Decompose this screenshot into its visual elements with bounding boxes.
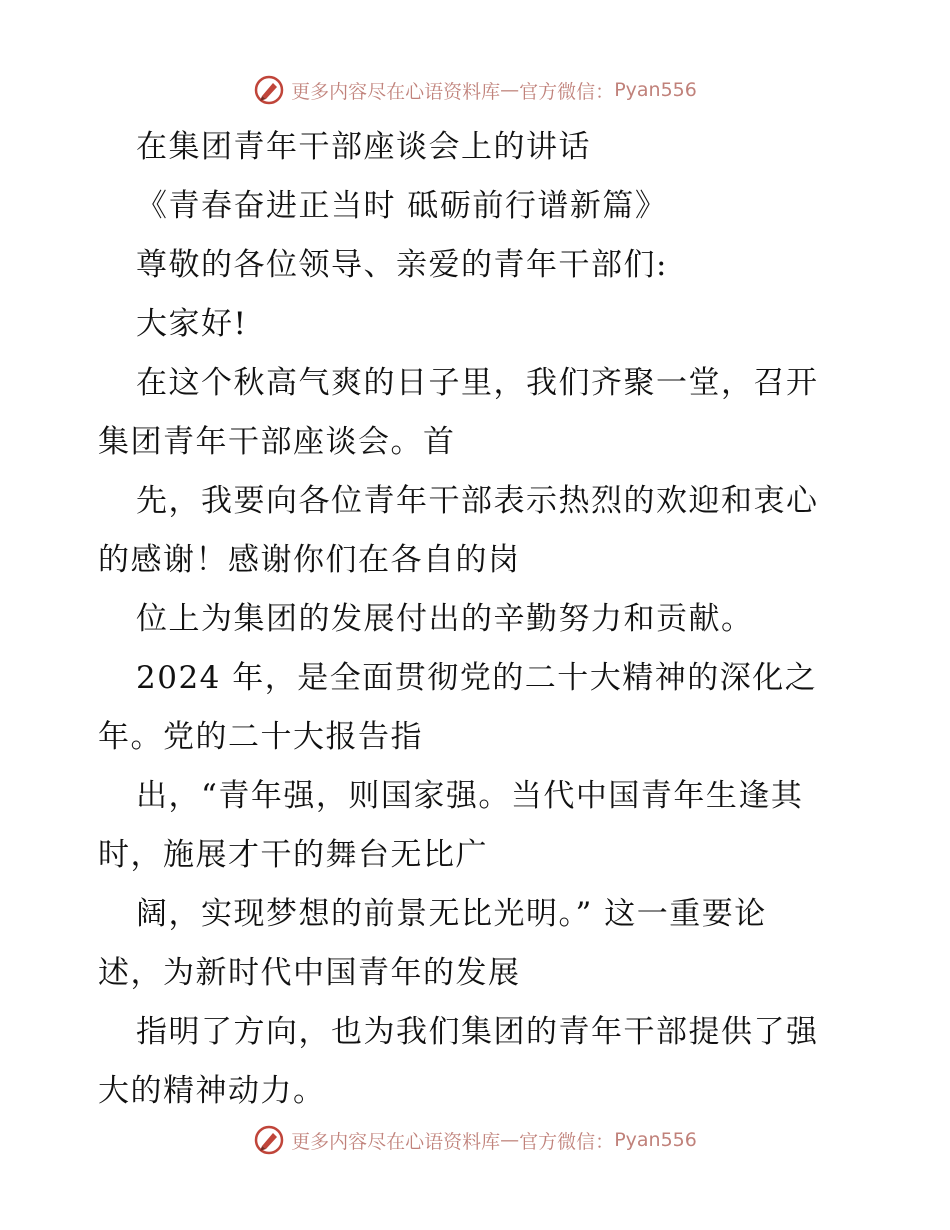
text-line: 《青春奋进正当时 砥砺前行谱新篇》 xyxy=(136,188,668,224)
text-line: 先，我要向各位青年干部表示热烈的欢迎和衷心 xyxy=(136,483,819,519)
text-line: 阔，实现梦想的前景无比光明。” 这一重要论 xyxy=(136,896,767,932)
watermark-text: 更多内容尽在心语资料库 xyxy=(291,1130,501,1153)
text-line: 时，施展才干的舞台无比广 xyxy=(98,837,488,873)
pen-logo-icon xyxy=(253,74,285,106)
watermark-account: Pyan556 xyxy=(614,79,697,101)
text-line: 在这个秋高气爽的日子里，我们齐聚一堂，召开 xyxy=(136,365,819,401)
watermark-official: 官方微信： xyxy=(519,80,615,103)
text-line: 大家好! xyxy=(136,306,248,342)
watermark-official: 官方微信： xyxy=(519,1130,615,1153)
text-line: 出，“青年强，则国家强。当代中国青年生逢其 xyxy=(136,778,804,814)
text-line: 位上为集团的发展付出的辛勤努力和贡献。 xyxy=(136,601,754,637)
text-line: 大的精神动力。 xyxy=(98,1073,326,1109)
text-line: 2024 年，是全面贯彻党的二十大精神的深化之 xyxy=(136,660,818,696)
header-watermark xyxy=(0,70,950,110)
text-line: 的感谢！感谢你们在各自的岗 xyxy=(98,542,521,578)
footer-watermark xyxy=(0,1120,950,1160)
text-line: 述，为新时代中国青年的发展 xyxy=(98,955,521,991)
text-line: 集团青年干部座谈会。首 xyxy=(98,424,456,460)
text-line: 年。党的二十大报告指 xyxy=(98,719,423,755)
text-line: 尊敬的各位领导、亲爱的青年干部们: xyxy=(136,247,668,283)
watermark-text: 更多内容尽在心语资料库 xyxy=(291,80,501,103)
text-line: 在集团青年干部座谈会上的讲话 xyxy=(136,129,591,165)
watermark-separator: — xyxy=(500,79,520,101)
pen-logo-icon xyxy=(253,1124,285,1156)
text-line: 指明了方向，也为我们集团的青年干部提供了强 xyxy=(136,1014,819,1050)
document-body xyxy=(98,124,853,1127)
watermark-separator: — xyxy=(500,1129,520,1151)
watermark-account: Pyan556 xyxy=(614,1129,697,1151)
